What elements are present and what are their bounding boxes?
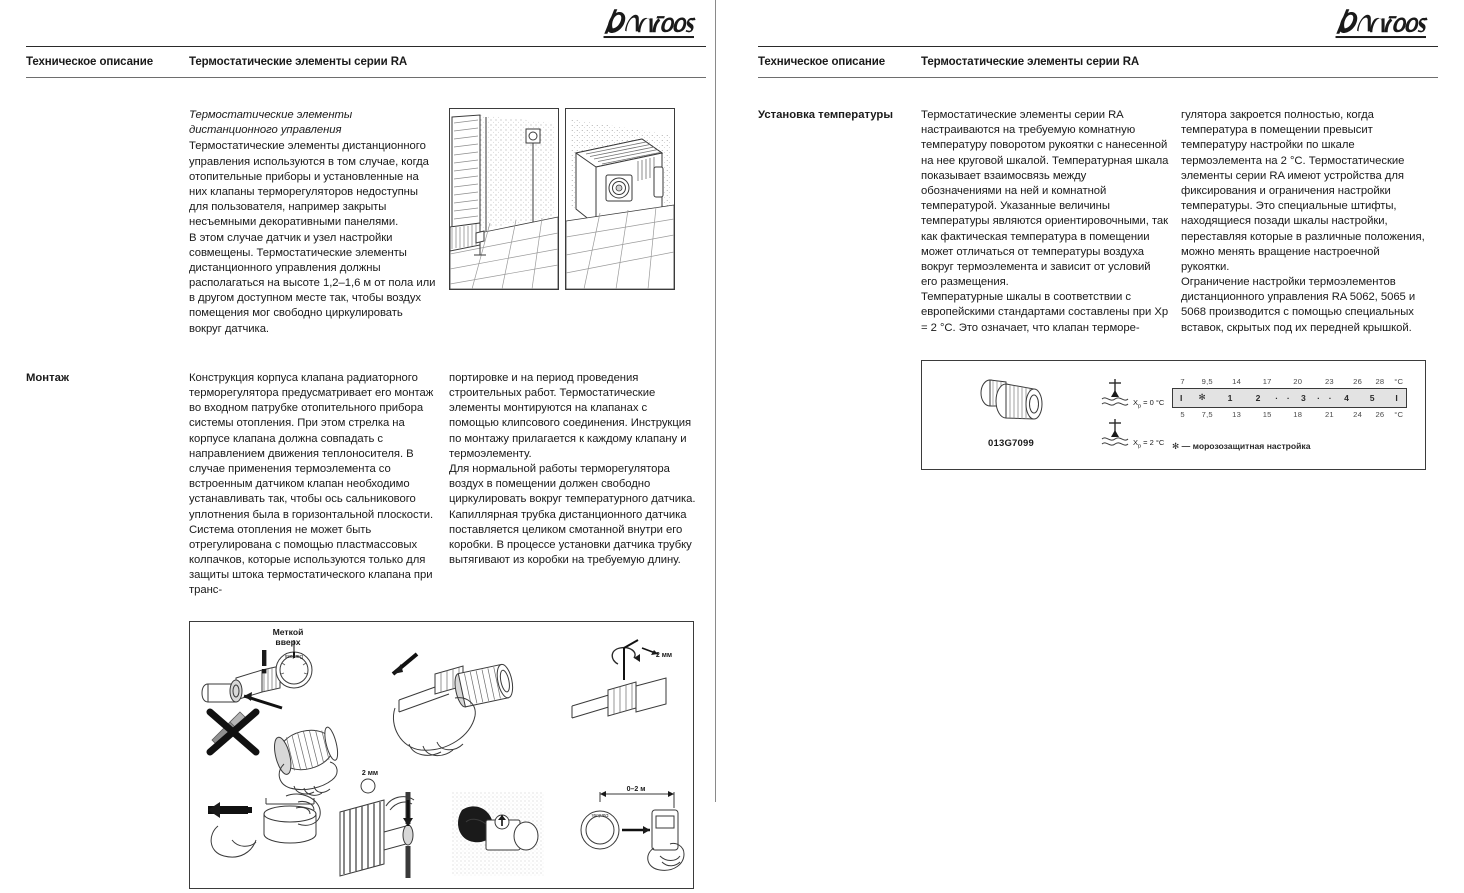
caption-mark-up-line2: вверх bbox=[275, 636, 301, 647]
scale-setting-0: I bbox=[1179, 392, 1183, 403]
scale-bottom-6: 24 bbox=[1353, 409, 1363, 419]
scale-bottom-row bbox=[1172, 410, 1407, 419]
scale-bottom-5: 21 bbox=[1324, 409, 1334, 419]
scale-setting-9: 4 bbox=[1344, 392, 1349, 403]
temperature-scale-figure bbox=[921, 360, 1426, 470]
temperature-col2-paragraph-2: Ограничение настройки термоэлементов дистанционного управления RA 5062, 5065 и 5068 производится с помощью специальных вставок, скрытых под их передней крышкой. bbox=[1181, 276, 1416, 334]
scale-setting-8: · bbox=[1328, 392, 1332, 403]
scale-setting-11: I bbox=[1395, 392, 1398, 403]
scale-bottom-4: 18 bbox=[1293, 409, 1303, 419]
scale-setting-6: 3 bbox=[1301, 392, 1306, 403]
remote-control-paragraph-1: Термостатические элементы дистанционного управления используются в том случае, когда отопительные приборы и установленные на них клапаны терморегуляторов недоступны для пользователя, например закрыты несъемными декоративными панелями. bbox=[189, 140, 429, 229]
installation-column-1 bbox=[189, 371, 437, 599]
scale-top-3: 17 bbox=[1262, 376, 1272, 386]
xp-label-0: $X_p = 0$ °C bbox=[1133, 398, 1165, 410]
product-illustration-block bbox=[956, 375, 1066, 449]
remote-control-text-column bbox=[189, 108, 437, 337]
temperature-column-2 bbox=[1181, 108, 1429, 336]
scale-setting-7: · bbox=[1317, 392, 1320, 403]
figure-radiator-remote-sensor bbox=[449, 108, 559, 290]
temperature-col2-paragraph-1: гулятора закроется полностью, когда температура в помещении превысит температуру настройки по шкале термоэлемента на 2 °C. Термостатические элементы серии RA имеют устройства для фиксирования и ограничения настройки температуры. Это специальные штифты, находящиеся позади шкалы настройки, переставляя которые в различные положения, можно менять вращение настроечной рукоятки. bbox=[1181, 109, 1425, 273]
scale-setting-strip[interactable] bbox=[1172, 388, 1407, 408]
temperature-setting-label: Установка температуры bbox=[758, 109, 893, 121]
installation-col1-paragraph-2: Система отопления не может быть отрегулирована с помощью пластмассовых колпачков, которые используются только для защиты штока термостатического клапана при транс- bbox=[189, 523, 433, 597]
caption-mark-up-line1: Меткой bbox=[272, 626, 304, 637]
scale-setting-4: · bbox=[1275, 392, 1279, 403]
scale-footnote: ✻ — морозозащитная настройка bbox=[1172, 440, 1311, 451]
scale-bottom-0: 5 bbox=[1180, 409, 1185, 419]
installation-steps-figure bbox=[189, 621, 694, 889]
scale-top-row bbox=[1172, 377, 1407, 386]
installation-section-label: Монтаж bbox=[26, 371, 69, 384]
left-page bbox=[0, 0, 732, 818]
scale-setting-10: 5 bbox=[1369, 392, 1375, 403]
remote-control-section-label bbox=[26, 108, 189, 337]
remote-control-section bbox=[26, 108, 706, 337]
temperature-setting-section bbox=[758, 108, 1438, 336]
scale-top-5: 23 bbox=[1324, 376, 1334, 386]
valve-symbol-icon-2 bbox=[1100, 417, 1130, 451]
danfoss-logo-right bbox=[1334, 6, 1426, 40]
caption-two-mm-bottom: 2 мм bbox=[361, 769, 379, 777]
scale-top-4: 20 bbox=[1293, 376, 1303, 386]
scale-top-7: 28 bbox=[1375, 376, 1385, 386]
scale-bottom-7: 26 bbox=[1375, 409, 1385, 419]
scale-setting-2: 1 bbox=[1227, 392, 1233, 403]
left-header-title: Термостатические элементы серии RA bbox=[189, 56, 408, 68]
right-header-category: Техническое описание bbox=[758, 56, 886, 68]
valve-symbol-icon bbox=[1100, 377, 1130, 411]
installation-col2-paragraph-1: портировке и на период проведения строительных работ. Термостатические элементы монтируются на клапанах с помощью клипсового соединения. Инструкция по монтажу прилагается к каждому клапану и термоэлементу. bbox=[449, 371, 692, 460]
scale-setting-1: ✻ bbox=[1198, 392, 1206, 403]
temperature-column-1 bbox=[921, 108, 1169, 336]
caption-distance-range: 0–2 м bbox=[626, 785, 646, 793]
right-header-title: Термостатические элементы серии RA bbox=[921, 56, 1140, 68]
remote-control-subtitle: Термостатические элементы дистанционного управления bbox=[189, 109, 353, 137]
left-page-header bbox=[26, 47, 706, 77]
scale-top-2: 14 bbox=[1232, 376, 1242, 386]
left-logo-row bbox=[26, 0, 706, 46]
right-page bbox=[732, 0, 1464, 802]
installation-column-2 bbox=[449, 371, 697, 599]
scale-bottom-2: 13 bbox=[1232, 409, 1242, 419]
left-header-category: Техническое описание bbox=[26, 56, 154, 68]
right-header-rule-bottom bbox=[758, 77, 1438, 78]
temperature-col1-paragraph-2: Температурные шкалы в соответствии с европейскими стандартами составлены при Xp = 2 °C. Это означает, что клапан терморе- bbox=[921, 291, 1169, 334]
scale-bottom-1: 7,5 bbox=[1201, 409, 1213, 419]
right-logo-row bbox=[758, 0, 1438, 46]
scale-top-unit: °C bbox=[1394, 376, 1404, 386]
scale-setting-5: · bbox=[1286, 392, 1290, 403]
installation-col2-paragraph-3: Капиллярная трубка дистанционного датчика поставляется целиком смотанной внутри его коробки. В процессе установки датчика трубку вытягивают из коробки на требуемую длину. bbox=[449, 508, 692, 567]
remote-control-figures bbox=[449, 108, 675, 337]
product-code: 013G7099 bbox=[988, 437, 1034, 449]
scale-bottom-unit: °C bbox=[1394, 409, 1404, 419]
page-gutter-divider bbox=[715, 0, 716, 802]
left-header-rule-bottom bbox=[26, 77, 706, 78]
installation-col1-paragraph-1: Конструкция корпуса клапана радиаторного терморегулятора предусматривает его монтаж во входном патрубке отопительного прибора системы отопления. При этом стрелка на корпусе клапана должна совпадать с направлением движения теплоносителя. В случае применения термоэлемента со встроенным датчиком клапан необходимо устанавливать так, чтобы ось сальникового уплотнения была в горизонтальной плоскости. bbox=[189, 371, 434, 521]
temperature-col1-paragraph-1: Термостатические элементы серии RA настраиваются на требуемую комнатную температуру поворотом рукоятки с нанесенной на нее круговой шкалой. Температурная шкала показывает взаимосвязь между обозначениями на ней и комнатной температурой. Указанные величины температуры являются ориентировочными, так как фактическая температура в помещении может отличаться от температуры воздуха вокруг термоэлемента и зависит от условий его размещения. bbox=[921, 109, 1169, 289]
svg-text:Danfoss: Danfoss bbox=[591, 812, 609, 818]
figure-convector-builtin-sensor bbox=[565, 108, 675, 290]
right-page-header bbox=[758, 47, 1438, 77]
scale-setting-3: 2 bbox=[1255, 392, 1261, 403]
remote-control-paragraph-2: В этом случае датчик и узел настройки совмещены. Термостатические элементы дистанционного управления должны располагаться на высоте 1,2–1,6 м от пола или в другом доступном месте так, чтобы воздух помещения мог свободно циркулировать вокруг датчика. bbox=[189, 231, 436, 335]
temperature-scale-block bbox=[1172, 377, 1407, 419]
caption-two-mm-top: 2 мм bbox=[655, 651, 673, 659]
xp-label-1: $X_p = 2$ °C bbox=[1133, 438, 1165, 450]
caption-mark-up bbox=[258, 628, 318, 648]
scale-top-1: 9,5 bbox=[1201, 376, 1213, 386]
installation-col2-paragraph-2: Для нормальной работы терморегулятора воздух в помещении должен свободно циркулировать вокруг температурного датчика. bbox=[449, 462, 696, 506]
installation-section bbox=[26, 371, 706, 599]
svg-text:Danfoss: Danfoss bbox=[284, 652, 304, 659]
danfoss-logo bbox=[602, 6, 694, 40]
scale-bottom-3: 15 bbox=[1262, 409, 1272, 419]
scale-top-6: 26 bbox=[1353, 376, 1363, 386]
scale-top-0: 7 bbox=[1180, 376, 1185, 386]
